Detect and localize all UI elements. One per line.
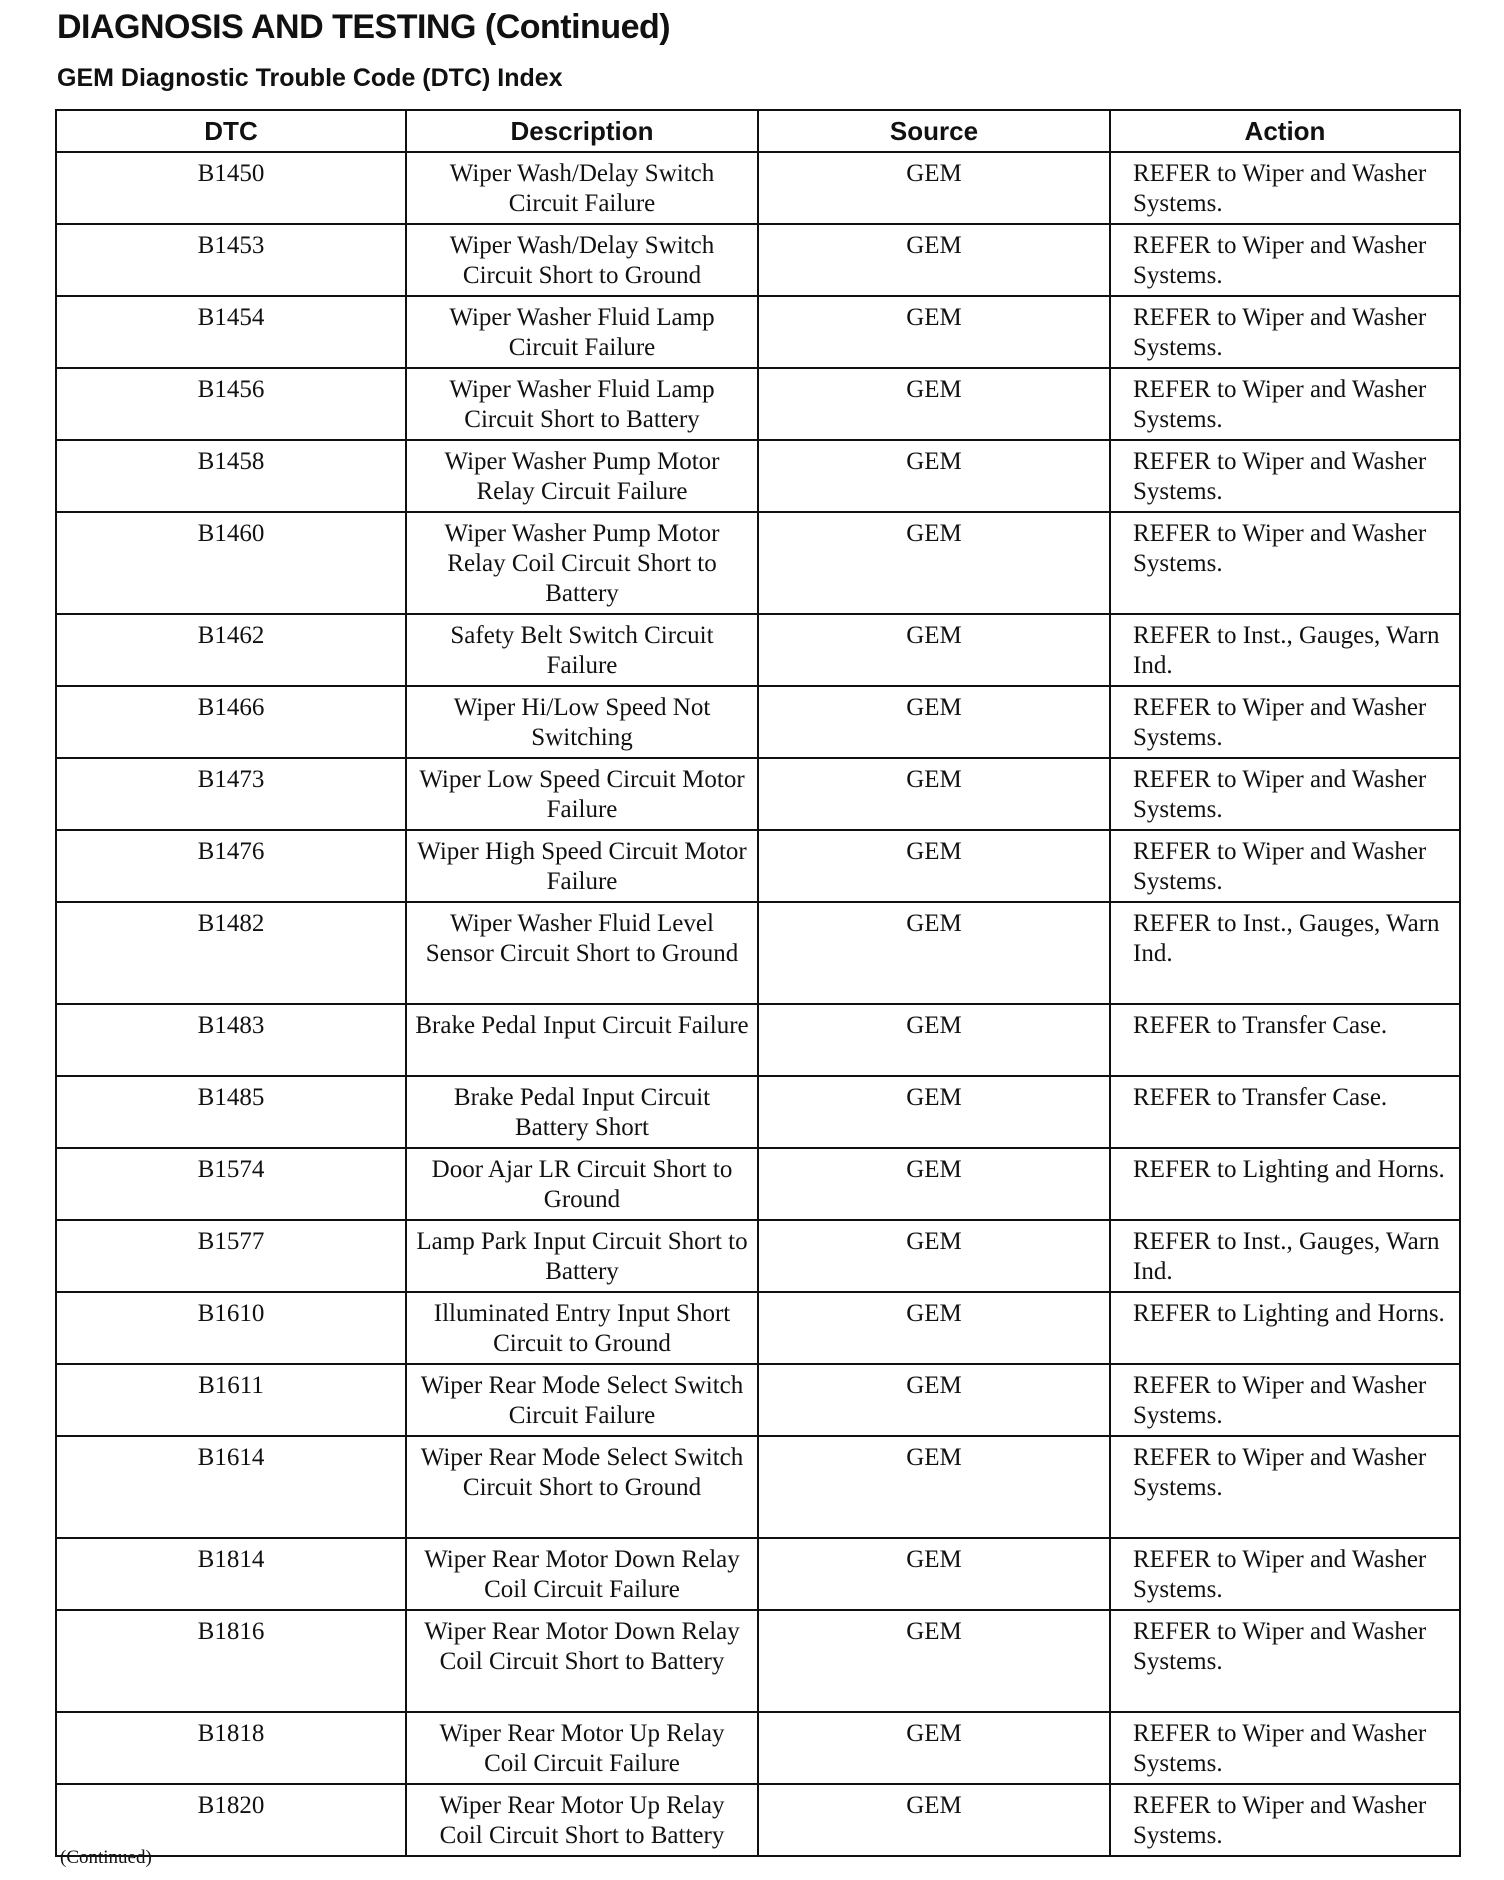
continued-note: (Continued) [60,1847,152,1868]
description-cell: Illuminated Entry Input Short Circuit to Ground [406,1292,758,1364]
source-cell: GEM [758,440,1110,512]
table-body [56,152,1460,1856]
table-row [56,830,1460,902]
source-cell: GEM [758,224,1110,296]
action-cell: REFER to Lighting and Horns. [1110,1148,1460,1220]
table-row [56,902,1460,1004]
column-header-dtc: DTC [56,110,406,152]
action-cell: REFER to Wiper and Washer Systems. [1110,440,1460,512]
table-row [56,1538,1460,1610]
source-cell: GEM [758,902,1110,1004]
table-row [56,152,1460,224]
source-cell: GEM [758,686,1110,758]
action-cell: REFER to Wiper and Washer Systems. [1110,1538,1460,1610]
dtc-cell: B1485 [56,1076,406,1148]
header-row [56,110,1460,152]
source-cell: GEM [758,512,1110,614]
action-cell: REFER to Inst., Gauges, Warn Ind. [1110,614,1460,686]
action-cell: REFER to Transfer Case. [1110,1076,1460,1148]
source-cell: GEM [758,614,1110,686]
source-cell: GEM [758,152,1110,224]
description-cell: Wiper Rear Motor Down Relay Coil Circuit Short to Battery [406,1610,758,1712]
source-cell: GEM [758,296,1110,368]
action-cell: REFER to Wiper and Washer Systems. [1110,1364,1460,1436]
table-row [56,1364,1460,1436]
column-header-action: Action [1110,110,1460,152]
action-cell: REFER to Wiper and Washer Systems. [1110,512,1460,614]
action-cell: REFER to Inst., Gauges, Warn Ind. [1110,902,1460,1004]
dtc-table [55,109,1461,1857]
action-cell: REFER to Lighting and Horns. [1110,1292,1460,1364]
dtc-cell: B1611 [56,1364,406,1436]
action-cell: REFER to Wiper and Washer Systems. [1110,296,1460,368]
dtc-cell: B1460 [56,512,406,614]
table-row [56,758,1460,830]
dtc-cell: B1473 [56,758,406,830]
description-cell: Wiper Wash/Delay Switch Circuit Short to Ground [406,224,758,296]
source-cell: GEM [758,1712,1110,1784]
description-cell: Brake Pedal Input Circuit Failure [406,1004,758,1076]
table-row [56,1784,1460,1856]
source-cell: GEM [758,1148,1110,1220]
description-cell: Wiper Washer Fluid Lamp Circuit Short to Battery [406,368,758,440]
section-title: GEM Diagnostic Trouble Code (DTC) Index [57,64,563,92]
description-cell: Brake Pedal Input Circuit Battery Short [406,1076,758,1148]
description-cell: Lamp Park Input Circuit Short to Battery [406,1220,758,1292]
description-cell: Wiper Washer Pump Motor Relay Coil Circuit Short to Battery [406,512,758,614]
action-cell: REFER to Wiper and Washer Systems. [1110,830,1460,902]
source-cell: GEM [758,1364,1110,1436]
source-cell: GEM [758,1220,1110,1292]
description-cell: Wiper Wash/Delay Switch Circuit Failure [406,152,758,224]
table-row [56,614,1460,686]
dtc-cell: B1476 [56,830,406,902]
table-row [56,1610,1460,1712]
source-cell: GEM [758,1538,1110,1610]
dtc-cell: B1574 [56,1148,406,1220]
column-header-source: Source [758,110,1110,152]
table-row [56,1220,1460,1292]
source-cell: GEM [758,1610,1110,1712]
description-cell: Wiper Hi/Low Speed Not Switching [406,686,758,758]
dtc-cell: B1818 [56,1712,406,1784]
dtc-cell: B1453 [56,224,406,296]
dtc-cell: B1458 [56,440,406,512]
table-row [56,1004,1460,1076]
action-cell: REFER to Inst., Gauges, Warn Ind. [1110,1220,1460,1292]
table-row [56,1436,1460,1538]
source-cell: GEM [758,1784,1110,1856]
dtc-cell: B1466 [56,686,406,758]
description-cell: Wiper Washer Fluid Lamp Circuit Failure [406,296,758,368]
action-cell: REFER to Wiper and Washer Systems. [1110,1610,1460,1712]
description-cell: Wiper Rear Motor Up Relay Coil Circuit Short to Battery [406,1784,758,1856]
table-row [56,686,1460,758]
dtc-cell: B1577 [56,1220,406,1292]
dtc-cell: B1454 [56,296,406,368]
table-row [56,296,1460,368]
action-cell: REFER to Wiper and Washer Systems. [1110,758,1460,830]
source-cell: GEM [758,1292,1110,1364]
dtc-cell: B1814 [56,1538,406,1610]
action-cell: REFER to Transfer Case. [1110,1004,1460,1076]
dtc-cell: B1450 [56,152,406,224]
action-cell: REFER to Wiper and Washer Systems. [1110,1784,1460,1856]
table-row [56,440,1460,512]
table-row [56,512,1460,614]
source-cell: GEM [758,830,1110,902]
action-cell: REFER to Wiper and Washer Systems. [1110,152,1460,224]
description-cell: Door Ajar LR Circuit Short to Ground [406,1148,758,1220]
action-cell: REFER to Wiper and Washer Systems. [1110,686,1460,758]
description-cell: Wiper Washer Pump Motor Relay Circuit Failure [406,440,758,512]
dtc-cell: B1614 [56,1436,406,1538]
dtc-cell: B1610 [56,1292,406,1364]
dtc-cell: B1462 [56,614,406,686]
dtc-cell: B1482 [56,902,406,1004]
table-row [56,1148,1460,1220]
source-cell: GEM [758,1436,1110,1538]
action-cell: REFER to Wiper and Washer Systems. [1110,1436,1460,1538]
description-cell: Wiper Washer Fluid Level Sensor Circuit Short to Ground [406,902,758,1004]
description-cell: Safety Belt Switch Circuit Failure [406,614,758,686]
source-cell: GEM [758,758,1110,830]
description-cell: Wiper Rear Motor Up Relay Coil Circuit Failure [406,1712,758,1784]
description-cell: Wiper High Speed Circuit Motor Failure [406,830,758,902]
dtc-cell: B1816 [56,1610,406,1712]
table-row [56,224,1460,296]
column-header-description: Description [406,110,758,152]
table-header [56,110,1460,152]
description-cell: Wiper Rear Motor Down Relay Coil Circuit Failure [406,1538,758,1610]
dtc-cell: B1820 [56,1784,406,1856]
table-row [56,1712,1460,1784]
action-cell: REFER to Wiper and Washer Systems. [1110,1712,1460,1784]
dtc-cell: B1483 [56,1004,406,1076]
source-cell: GEM [758,368,1110,440]
dtc-cell: B1456 [56,368,406,440]
table-row [56,368,1460,440]
source-cell: GEM [758,1004,1110,1076]
source-cell: GEM [758,1076,1110,1148]
table-row [56,1292,1460,1364]
action-cell: REFER to Wiper and Washer Systems. [1110,368,1460,440]
action-cell: REFER to Wiper and Washer Systems. [1110,224,1460,296]
description-cell: Wiper Rear Mode Select Switch Circuit Failure [406,1364,758,1436]
description-cell: Wiper Rear Mode Select Switch Circuit Short to Ground [406,1436,758,1538]
description-cell: Wiper Low Speed Circuit Motor Failure [406,758,758,830]
page-title: DIAGNOSIS AND TESTING (Continued) [57,8,671,46]
table-row [56,1076,1460,1148]
